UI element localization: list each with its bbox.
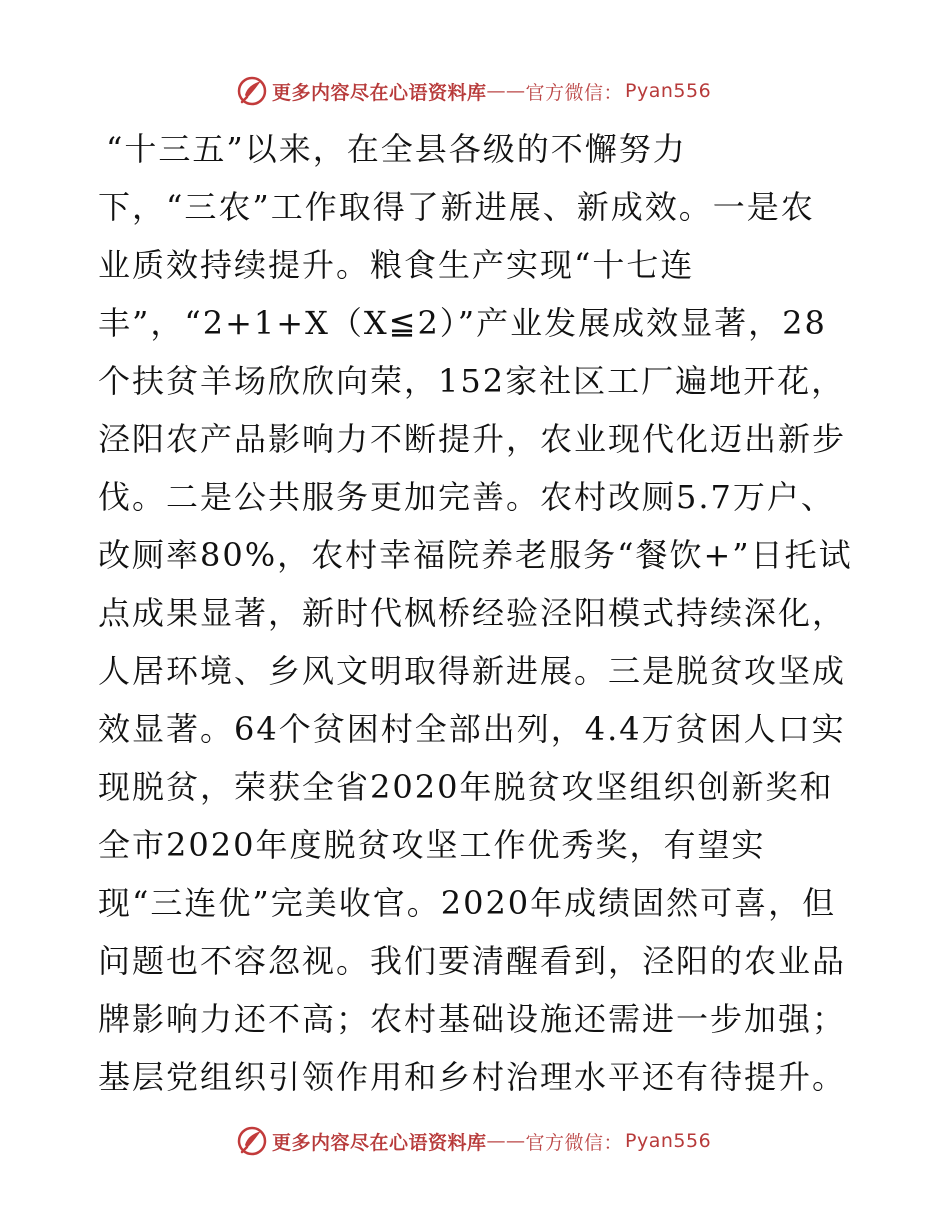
brand-logo-icon [236,1125,268,1157]
header-watermark [236,73,711,109]
watermark-dash: —— [486,1130,526,1152]
text-line-6: 泾阳农产品影响力不断提升，农业现代化迈出新步 [98,420,847,458]
text-line-15: 问题也不容忽视。我们要清醒看到，泾阳的农业品 [98,942,847,980]
watermark-official-label: 官方微信： [525,81,624,104]
text-line-1: “十三五”以来，在全县各级的不懈努力 [106,130,687,168]
text-line-7: 伐。二是公共服务更加完善。农村改厕5.7万户、 [98,478,835,516]
document-body [98,120,868,1106]
footer-watermark [236,1123,711,1159]
text-line-5: 个扶贫羊场欣欣向荣，152家社区工厂遍地开花， [98,362,846,400]
text-line-8: 改厕率80%，农村幸福院养老服务“餐饮+”日托试 [98,536,853,574]
text-line-3: 业质效持续提升。粮食生产实现“十七连 [98,246,695,284]
text-line-10: 人居环境、乡风文明取得新进展。三是脱贫攻坚成 [98,652,847,690]
watermark-dash: —— [486,80,526,102]
watermark-site-text: 更多内容尽在心语资料库 [272,81,487,104]
text-line-12: 现脱贫，荣获全省2020年脱贫攻坚组织创新奖和 [98,768,834,806]
text-line-2: 下，“三农”工作取得了新进展、新成效。一是农 [98,188,815,226]
text-line-4: 丰”，“2+1+X（X≦2）”产业发展成效显著，28 [98,304,827,342]
text-line-16: 牌影响力还不高；农村基础设施还需进一步加强； [98,1000,847,1038]
watermark-wechat-id: Pyan556 [625,1130,712,1152]
text-line-9: 点成果显著，新时代枫桥经验泾阳模式持续深化， [98,594,847,632]
text-line-13: 全市2020年度脱贫攻坚工作优秀奖，有望实 [98,826,766,864]
text-line-14: 现“三连优”完美收官。2020年成绩固然可喜，但 [98,884,837,922]
text-line-17: 基层党组织引领作用和乡村治理水平还有待提升。 [98,1058,847,1096]
watermark-wechat-id: Pyan556 [625,80,712,102]
brand-logo-icon [236,75,268,107]
watermark-site-text: 更多内容尽在心语资料库 [272,1131,487,1154]
watermark-official-label: 官方微信： [525,1131,624,1154]
text-line-11: 效显著。64个贫困村全部出列，4.4万贫困人口实 [98,710,846,748]
